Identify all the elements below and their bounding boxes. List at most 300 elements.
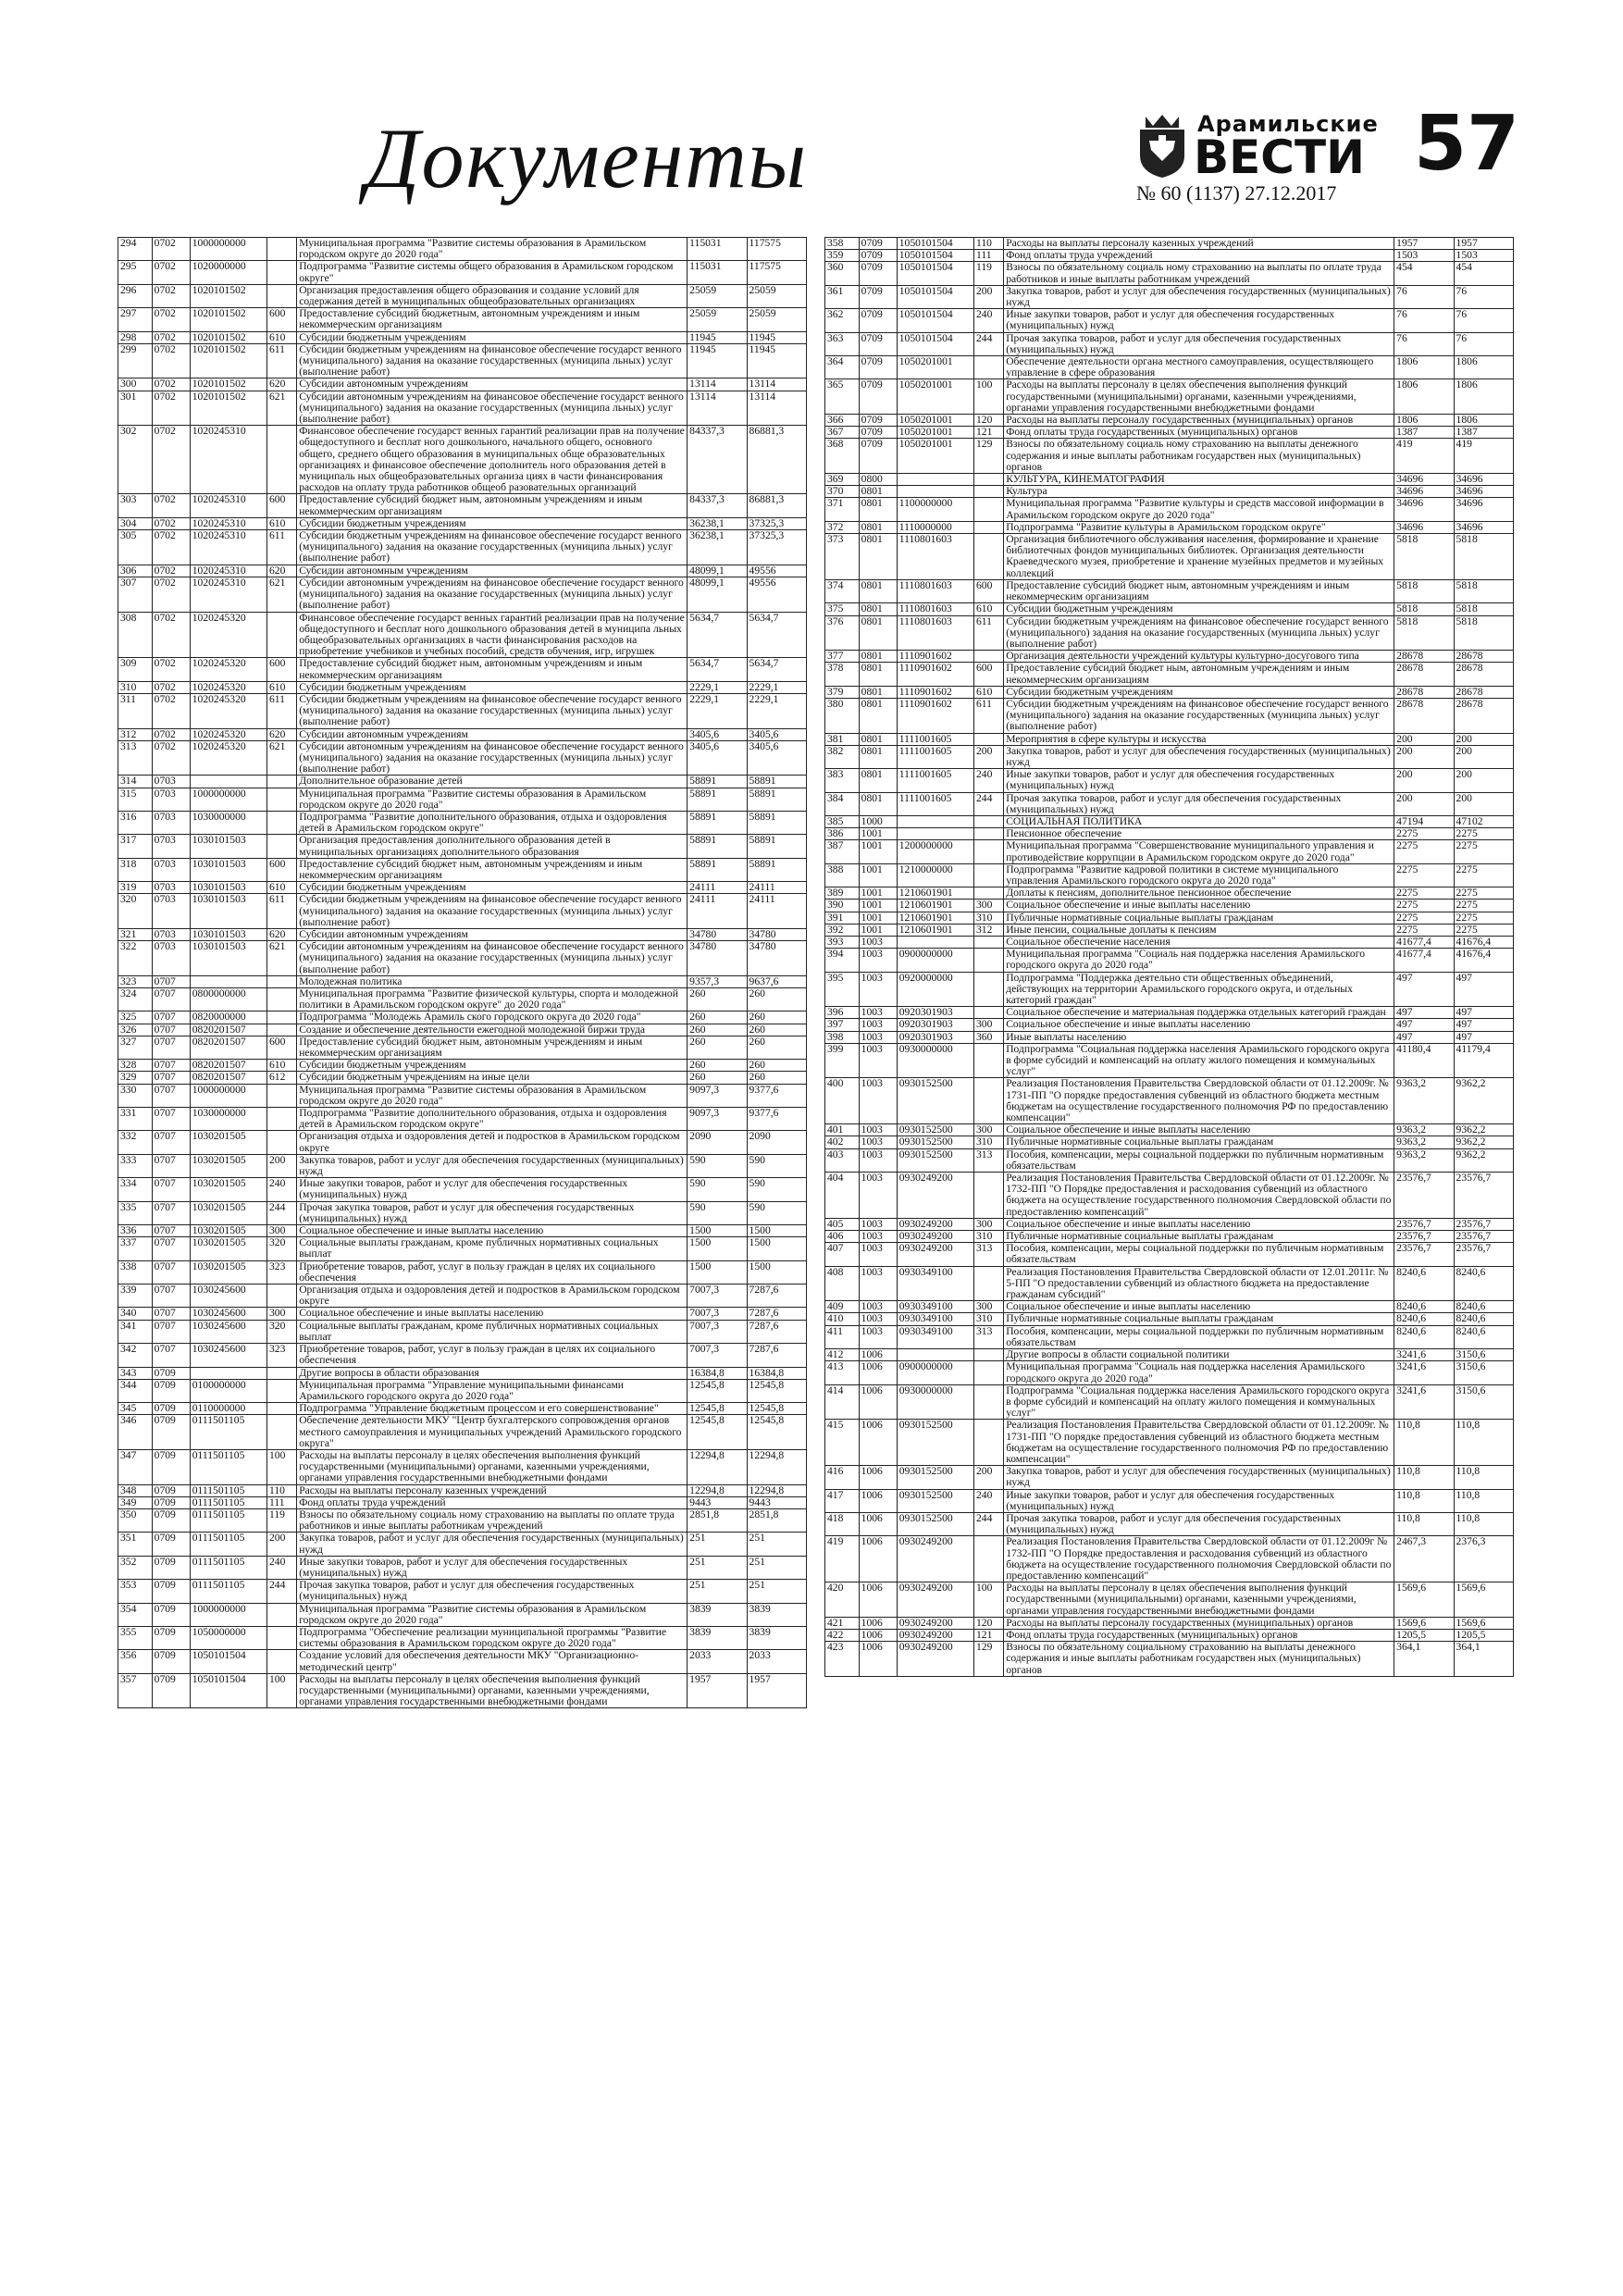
target-code: 0111501105 [190, 1533, 266, 1556]
expense-type: 611 [267, 530, 297, 565]
expense-type: 313 [974, 1148, 1004, 1172]
row-number: 388 [825, 863, 860, 887]
expense-type: 110 [974, 238, 1004, 250]
row-number: 324 [118, 988, 153, 1011]
section-code: 0703 [152, 858, 190, 881]
amount-2020: 11945 [747, 343, 806, 379]
row-number: 391 [825, 912, 860, 924]
expense-type [974, 498, 1004, 521]
amount-2019: 8240,6 [1394, 1301, 1454, 1313]
section-code: 0703 [152, 882, 190, 894]
target-code: 0111501105 [190, 1484, 266, 1496]
amount-2020: 37325,3 [747, 530, 806, 565]
row-number: 373 [825, 534, 860, 580]
amount-2020: 1806 [1454, 356, 1513, 379]
section-code: 1003 [859, 1019, 897, 1031]
table-row [118, 776, 807, 788]
target-code: 1020245310 [190, 565, 266, 577]
row-description: Иные закупки товаров, работ и услуг для обеспечения государственных (муниципальных) нужд [1004, 769, 1394, 792]
expense-type: 240 [267, 1178, 297, 1201]
amount-2020: 260 [747, 1072, 806, 1084]
target-code: 1030101503 [190, 928, 266, 940]
table-row [825, 1384, 1514, 1420]
row-number: 369 [825, 474, 860, 486]
row-description: Обеспечение деятельности МКУ "Центр бухгалтерского сопровождения органов местного самоуправления и муниципальных учреждений Арамильского городского округа" [297, 1415, 688, 1450]
expense-type: 120 [974, 1617, 1004, 1629]
table-row [118, 1036, 807, 1059]
amount-2019: 497 [1394, 1007, 1454, 1019]
amount-2020: 251 [747, 1533, 806, 1556]
expense-type [267, 1108, 297, 1131]
row-number: 332 [118, 1131, 153, 1154]
target-code: 0920301903 [897, 1007, 973, 1019]
target-code: 1020245320 [190, 612, 266, 658]
row-description: Фонд оплаты труда государственных (муниципальных) органов [1004, 1629, 1394, 1641]
section-code: 0707 [152, 1320, 190, 1343]
row-number: 305 [118, 530, 153, 565]
amount-2019: 41677,4 [1394, 936, 1454, 948]
table-row [825, 534, 1514, 580]
expense-type: 300 [974, 1301, 1004, 1313]
row-number: 344 [118, 1379, 153, 1402]
target-code: 1030245600 [190, 1344, 266, 1367]
amount-2020: 28678 [1454, 698, 1513, 733]
section-code: 1003 [859, 1148, 897, 1172]
section-code: 0707 [152, 1084, 190, 1107]
expense-type: 310 [974, 912, 1004, 924]
amount-2020: 7287,6 [747, 1308, 806, 1320]
row-number: 306 [118, 565, 153, 577]
section-code: 0709 [859, 356, 897, 379]
row-number: 363 [825, 332, 860, 355]
row-description: Социальное обеспечение населения [1004, 936, 1394, 948]
row-number: 356 [118, 1650, 153, 1673]
amount-2020: 117575 [747, 261, 806, 284]
row-number: 378 [825, 663, 860, 686]
target-code: 1030245600 [190, 1285, 266, 1308]
amount-2020: 110,8 [1454, 1466, 1513, 1489]
expense-type: 129 [974, 439, 1004, 474]
amount-2019: 58891 [688, 776, 747, 788]
amount-2020: 28678 [1454, 651, 1513, 663]
amount-2020: 497 [1454, 1019, 1513, 1031]
section-code: 0707 [152, 975, 190, 987]
target-code: 1030000000 [190, 1108, 266, 1131]
row-number: 362 [825, 309, 860, 332]
target-code: 1000000000 [190, 238, 266, 261]
amount-2020: 1500 [747, 1237, 806, 1260]
amount-2019: 25059 [688, 308, 747, 331]
amount-2019: 260 [688, 1072, 747, 1084]
target-code: 1050201001 [897, 379, 973, 415]
table-row [118, 612, 807, 658]
amount-2020: 76 [1454, 285, 1513, 308]
coat-of-arms-icon [1136, 113, 1188, 180]
target-code: 1030201505 [190, 1154, 266, 1177]
table-row [825, 1582, 1514, 1618]
target-code: 1020245310 [190, 577, 266, 612]
row-description: Закупка товаров, работ и услуг для обеспечения государственных (муниципальных) нужд [297, 1154, 688, 1177]
row-number: 360 [825, 262, 860, 285]
row-number: 397 [825, 1019, 860, 1031]
section-code: 0709 [859, 285, 897, 308]
amount-2020: 34696 [1454, 474, 1513, 486]
amount-2019: 497 [1394, 1031, 1454, 1043]
section-code: 0702 [152, 426, 190, 494]
expense-type [267, 1650, 297, 1673]
target-code: 0900000000 [897, 1361, 973, 1384]
amount-2019: 110,8 [1394, 1466, 1454, 1489]
expense-type [974, 1007, 1004, 1019]
target-code: 0920301903 [897, 1019, 973, 1031]
amount-2019: 260 [688, 988, 747, 1011]
expense-type: 244 [267, 1201, 297, 1224]
row-number: 411 [825, 1325, 860, 1348]
row-number: 412 [825, 1349, 860, 1361]
target-code: 1110901602 [897, 651, 973, 663]
expense-type: 600 [267, 494, 297, 517]
row-description: Другие вопросы в области социальной политики [1004, 1349, 1394, 1361]
amount-2020: 2275 [1454, 912, 1513, 924]
row-number: 357 [118, 1673, 153, 1708]
row-description: Прочая закупка товаров, работ и услуг для обеспечения государственных (муниципальных) нужд [297, 1580, 688, 1603]
target-code [190, 776, 266, 788]
target-code: 1050101504 [897, 309, 973, 332]
target-code: 1050101504 [897, 285, 973, 308]
row-number: 403 [825, 1148, 860, 1172]
section-code: 0702 [152, 391, 190, 426]
row-number: 368 [825, 439, 860, 474]
section-code: 0801 [859, 615, 897, 651]
amount-2020: 590 [747, 1201, 806, 1224]
row-number: 406 [825, 1231, 860, 1243]
target-code: 0930349100 [897, 1301, 973, 1313]
row-description: Подпрограмма "Поддержка деятельно сти общественных объединений, действующих на территории Арамильского городского округа, и отдельных категорий граждан" [1004, 972, 1394, 1007]
row-description: Муниципальная программа "Развитие культуры и средств массовой информации в Арамильском городском округе до 2020 года" [1004, 498, 1394, 521]
row-description: Субсидии автономным учреждениям на финансовое обеспечение государст венного (муниципального) задания на оказание государственных (муниципа льных) услуг (выполнение работ) [297, 391, 688, 426]
section-code: 1000 [859, 815, 897, 827]
table-row [825, 698, 1514, 733]
section-code: 1001 [859, 887, 897, 900]
table-row [825, 1231, 1514, 1243]
table-row [118, 988, 807, 1011]
section-code: 0709 [152, 1556, 190, 1579]
row-description: Обеспечение деятельности органа местного самоуправления, осуществляющего управление в сфере образования [1004, 356, 1394, 379]
row-description: Социальное обеспечение и иные выплаты населению [297, 1308, 688, 1320]
amount-2019: 58891 [688, 835, 747, 858]
row-number: 423 [825, 1642, 860, 1677]
target-code: 1050101504 [897, 332, 973, 355]
expense-type: 360 [974, 1031, 1004, 1043]
amount-2020: 13114 [747, 391, 806, 426]
amount-2020: 12545,8 [747, 1415, 806, 1450]
amount-2020: 5818 [1454, 534, 1513, 580]
row-description: Субсидии автономным учреждениям [297, 379, 688, 391]
section-code: 0709 [859, 415, 897, 427]
amount-2020: 9377,6 [747, 1108, 806, 1131]
row-description: Субсидии автономным учреждениям на финансовое обеспечение государст венного (муниципального) задания на оказание государственных (муниципа льных) услуг (выполнение работ) [297, 740, 688, 776]
row-description: Доплаты к пенсиям, дополнительное пенсионное обеспечение [1004, 887, 1394, 900]
row-description: Подпрограмма "Социальная поддержка населения Арамильского городского округа в форме субсидий и компенсаций на оплату жилого помещения и коммунальных услуг" [1004, 1384, 1394, 1420]
row-description: Молодежная политика [297, 975, 688, 987]
table-row [825, 1313, 1514, 1325]
row-description: Реализация Постановления Правительства Свердловской области от 12.01.2011г. № 5-ПП "О предоставлении субвенций из областного бюджета на предоставление гражданам субсидий" [1004, 1266, 1394, 1301]
table-row [118, 1060, 807, 1072]
row-number: 375 [825, 603, 860, 615]
section-code: 0702 [152, 565, 190, 577]
row-description: Иные закупки товаров, работ и услуг для обеспечения государственных (муниципальных) нужд [297, 1556, 688, 1579]
row-description: Реализация Постановления Правительства Свердловской области от 01.12.2009г № 1732-ПП "О Порядке предоставления и расходования субвенций из областного бюджета на осуществление государственного полномочия Свердловской области по предоставлению компенсаций" [1004, 1536, 1394, 1582]
section-code: 1006 [859, 1512, 897, 1535]
table-row [825, 828, 1514, 840]
expense-type: 610 [974, 686, 1004, 698]
section-code: 0703 [152, 835, 190, 858]
amount-2019: 497 [1394, 972, 1454, 1007]
table-row [118, 261, 807, 284]
row-description: Подпрограмма "Развитие дополнительного образования, отдыха и оздоровления детей в Арамильском городском округе" [297, 811, 688, 834]
table-row [118, 1108, 807, 1131]
row-description: Организация предоставления общего образования и создание условий для содержания детей в муниципальных общеобразовательных организациях [297, 284, 688, 307]
row-number: 384 [825, 792, 860, 815]
target-code: 0820201507 [190, 1072, 266, 1084]
expense-type [974, 1173, 1004, 1219]
target-code: 1020101502 [190, 391, 266, 426]
expense-type: 600 [974, 663, 1004, 686]
row-description: Подпрограмма "Развитие кадровой политики в системе муниципального управления Арамильского городского округа до 2020 года" [1004, 863, 1394, 887]
row-description: Подпрограмма "Развитие дополнительного образования, отдыха и оздоровления детей в Арамильском городском округе" [297, 1108, 688, 1131]
row-number: 418 [825, 1512, 860, 1535]
amount-2019: 260 [688, 1024, 747, 1036]
row-number: 346 [118, 1415, 153, 1450]
amount-2019: 2033 [688, 1650, 747, 1673]
section-code: 0702 [152, 331, 190, 343]
target-code: 1030201505 [190, 1131, 266, 1154]
target-code: 1020101502 [190, 343, 266, 379]
row-number: 296 [118, 284, 153, 307]
amount-2019: 5818 [1394, 603, 1454, 615]
target-code [897, 486, 973, 498]
target-code: 0920000000 [897, 972, 973, 1007]
expense-type [974, 1078, 1004, 1124]
amount-2019: 23576,7 [1394, 1218, 1454, 1230]
row-description: Иные закупки товаров, работ и услуг для обеспечения государственных (муниципальных) нужд [1004, 1489, 1394, 1512]
row-number: 339 [118, 1285, 153, 1308]
table-row [118, 835, 807, 858]
target-code: 1110901602 [897, 686, 973, 698]
table-row [825, 356, 1514, 379]
amount-2019: 5818 [1394, 579, 1454, 602]
amount-2020: 7287,6 [747, 1344, 806, 1367]
amount-2019: 260 [688, 1036, 747, 1059]
amount-2019: 590 [688, 1201, 747, 1224]
section-code: 0707 [152, 1260, 190, 1284]
section-code: 0707 [152, 1131, 190, 1154]
expense-type [974, 972, 1004, 1007]
amount-2020: 49556 [747, 577, 806, 612]
amount-2020: 2033 [747, 1650, 806, 1673]
expense-type: 323 [267, 1260, 297, 1284]
target-code: 0111501105 [190, 1508, 266, 1532]
target-code: 1000000000 [190, 788, 266, 811]
section-code: 0702 [152, 530, 190, 565]
expense-type [267, 1403, 297, 1415]
row-number: 400 [825, 1078, 860, 1124]
target-code: 1020101502 [190, 331, 266, 343]
amount-2020: 2275 [1454, 863, 1513, 887]
row-description: Финансовое обеспечение государст венных гарантий реализации прав на получение общедоступного и бесплат ного дошкольного, начального общего, основного общего, среднего общего образования в муниципальных обще образовательных организациях и финансовое обеспечение дополнитель ного образования детей в муниципаль ных общеобразовательных организа циях в части финансирования расходов на оплату труда работников общеоб разовательных организаций [297, 426, 688, 494]
row-description: Подпрограмма "Обеспечение реализации муниципальной программы "Развитие системы образования в Арамильском городском округе до 2020 года" [297, 1626, 688, 1649]
row-description: Реализация Постановления Правительства Свердловской области от 01.12.2009г. № 1732-ПП "О Порядке предоставления и расходования субвенций из областного бюджета на осуществление государственного полномочия Свердловской области по предоставлению компенсаций" [1004, 1173, 1394, 1219]
row-number: 327 [118, 1036, 153, 1059]
target-code: 1020245320 [190, 681, 266, 693]
amount-2020: 2275 [1454, 924, 1513, 936]
target-code: 0930349100 [897, 1313, 973, 1325]
budget-table-right [824, 237, 1514, 1677]
expense-type: 323 [267, 1344, 297, 1367]
row-number: 317 [118, 835, 153, 858]
row-description: Социальное обеспечение и иные выплаты населению [1004, 900, 1394, 912]
expense-type [974, 828, 1004, 840]
target-code: 1111001605 [897, 745, 973, 768]
row-number: 396 [825, 1007, 860, 1019]
row-number: 383 [825, 769, 860, 792]
table-row [825, 1629, 1514, 1641]
section-code: 1003 [859, 1325, 897, 1348]
expense-type [267, 1626, 297, 1649]
amount-2019: 110,8 [1394, 1512, 1454, 1535]
expense-type: 620 [267, 565, 297, 577]
row-number: 395 [825, 972, 860, 1007]
target-code [897, 828, 973, 840]
amount-2020: 7287,6 [747, 1320, 806, 1343]
amount-2020: 497 [1454, 1007, 1513, 1019]
row-description: Реализация Постановления Правительства Свердловской области от 01.12.2009г. № 1731-ПП "О порядке предоставления субвенций из областного бюджета местным бюджетам на осуществление государственного полномочия РФ по предоставлению компенсации" [1004, 1420, 1394, 1466]
amount-2020: 117575 [747, 238, 806, 261]
section-code: 0801 [859, 534, 897, 580]
target-code: 0930000000 [897, 1384, 973, 1420]
row-description: КУЛЬТУРА, КИНЕМАТОГРАФИЯ [1004, 474, 1394, 486]
section-code: 0801 [859, 733, 897, 745]
target-code: 0930349100 [897, 1266, 973, 1301]
expense-type: 100 [267, 1449, 297, 1484]
amount-2019: 84337,3 [688, 494, 747, 517]
table-row [825, 285, 1514, 308]
row-number: 319 [118, 882, 153, 894]
amount-2019: 25059 [688, 284, 747, 307]
amount-2019: 3839 [688, 1626, 747, 1649]
amount-2020: 3839 [747, 1626, 806, 1649]
amount-2020: 13114 [747, 379, 806, 391]
amount-2020: 2851,8 [747, 1508, 806, 1532]
section-code: 0709 [152, 1403, 190, 1415]
row-description: Организация отдыха и оздоровления детей и подростков в Арамильском городском округе [297, 1285, 688, 1308]
amount-2019: 1806 [1394, 415, 1454, 427]
row-number: 318 [118, 858, 153, 881]
row-number: 338 [118, 1260, 153, 1284]
amount-2019: 13114 [688, 391, 747, 426]
table-row [825, 1124, 1514, 1136]
table-row [118, 894, 807, 929]
row-number: 365 [825, 379, 860, 415]
expense-type: 240 [974, 769, 1004, 792]
expense-type [267, 1415, 297, 1450]
row-description: Муниципальная программа "Развитие системы образования в Арамильском городском округе до 2020 года" [297, 1084, 688, 1107]
expense-type: 610 [267, 517, 297, 529]
section-code: 0709 [152, 1580, 190, 1603]
row-number: 367 [825, 427, 860, 439]
amount-2020: 2376,3 [1454, 1536, 1513, 1582]
table-row [825, 887, 1514, 900]
row-description: Прочая закупка товаров, работ и услуг для обеспечения государственных (муниципальных) нужд [1004, 1512, 1394, 1535]
target-code: 1030101503 [190, 941, 266, 976]
table-row [118, 1084, 807, 1107]
table-row [118, 308, 807, 331]
row-description: Расходы на выплаты персоналу в целях обеспечения выполнения функций государственными (муниципальными) органами, казенными учреждениями, органами управления государственными внебюджетными фондами [1004, 1582, 1394, 1618]
amount-2020: 3150,6 [1454, 1349, 1513, 1361]
expense-type: 244 [974, 792, 1004, 815]
table-row [118, 343, 807, 379]
target-code: 0930349100 [897, 1325, 973, 1348]
row-number: 335 [118, 1201, 153, 1224]
expense-type [267, 1285, 297, 1308]
amount-2019: 23576,7 [1394, 1231, 1454, 1243]
target-code: 1000000000 [190, 1084, 266, 1107]
row-description: Пособия, компенсации, меры социальной поддержки по публичным нормативным обязательствам [1004, 1325, 1394, 1348]
amount-2019: 12545,8 [688, 1415, 747, 1450]
amount-2019: 200 [1394, 792, 1454, 815]
table-row [118, 1508, 807, 1532]
expense-type [974, 863, 1004, 887]
target-code: 0920301903 [897, 1031, 973, 1043]
row-number: 402 [825, 1136, 860, 1148]
amount-2019: 5634,7 [688, 612, 747, 658]
table-row [825, 579, 1514, 602]
row-description: Предоставление субсидий бюджет ным, автономным учреждениям и иным некоммерческим организациям [297, 658, 688, 681]
target-code: 1020245320 [190, 658, 266, 681]
target-code: 1050101504 [897, 238, 973, 250]
expense-type [267, 238, 297, 261]
section-code: 1006 [859, 1617, 897, 1629]
page-number: 57 [1414, 100, 1520, 188]
row-number: 414 [825, 1384, 860, 1420]
row-number: 326 [118, 1024, 153, 1036]
row-description: Фонд оплаты труда государственных (муниципальных) органов [1004, 427, 1394, 439]
amount-2020: 9377,6 [747, 1084, 806, 1107]
table-row [825, 924, 1514, 936]
amount-2020: 3150,6 [1454, 1361, 1513, 1384]
row-number: 340 [118, 1308, 153, 1320]
section-code: 1006 [859, 1349, 897, 1361]
expense-type: 313 [974, 1325, 1004, 1348]
row-description: Фонд оплаты труда учреждений [297, 1496, 688, 1508]
expense-type: 612 [267, 1072, 297, 1084]
row-number: 328 [118, 1060, 153, 1072]
expense-type: 611 [974, 615, 1004, 651]
table-row [118, 1484, 807, 1496]
row-number: 361 [825, 285, 860, 308]
amount-2019: 7007,3 [688, 1285, 747, 1308]
amount-2019: 2090 [688, 1131, 747, 1154]
table-row [825, 309, 1514, 332]
row-number: 401 [825, 1124, 860, 1136]
section-code: 0702 [152, 577, 190, 612]
expense-type [974, 733, 1004, 745]
amount-2019: 1957 [1394, 238, 1454, 250]
target-code: 0111501105 [190, 1415, 266, 1450]
target-code: 1050101504 [190, 1650, 266, 1673]
table-row [825, 792, 1514, 815]
section-code: 0801 [859, 792, 897, 815]
